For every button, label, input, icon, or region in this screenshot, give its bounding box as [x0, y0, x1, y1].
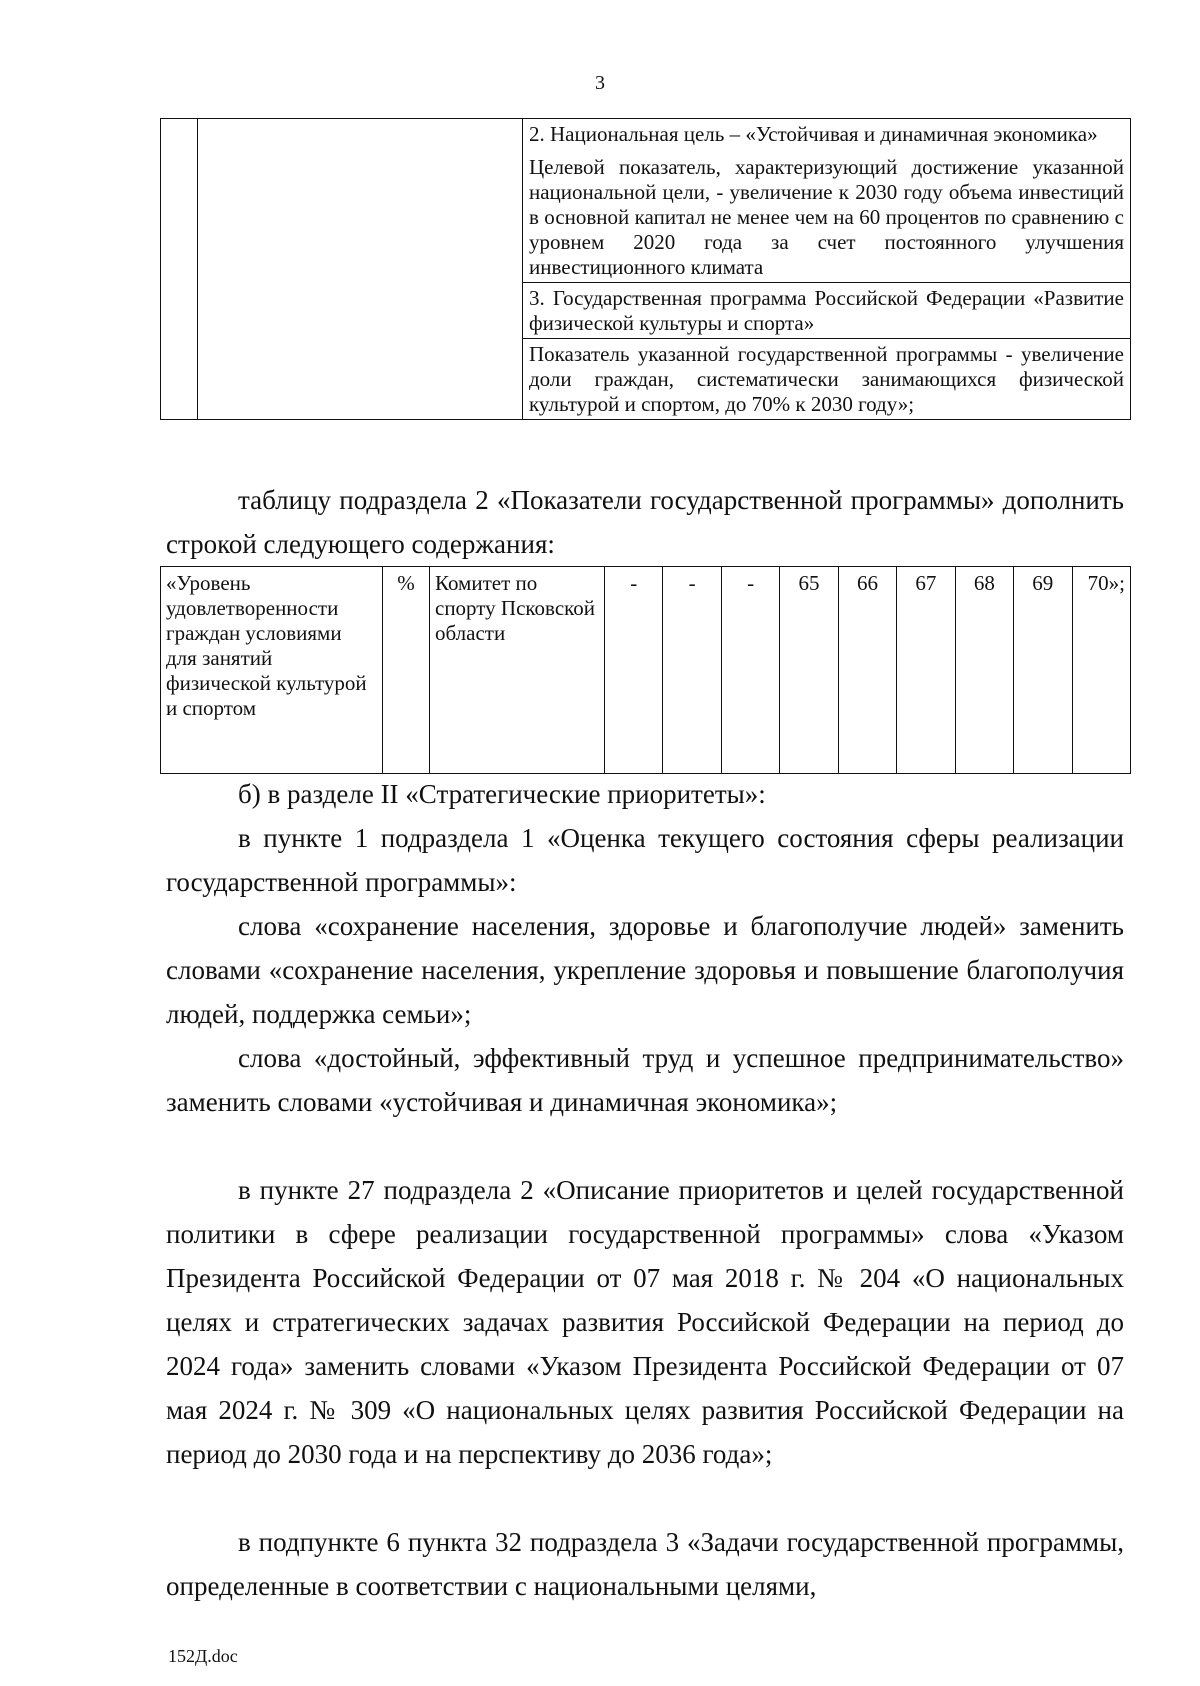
program-indicator-cell	[523, 339, 1131, 420]
value-cell: -	[605, 567, 663, 774]
value-cell: 65	[780, 567, 838, 774]
value-cell: 67	[897, 567, 955, 774]
body-paragraph: б) в разделе II «Стратегические приоритеты»:	[238, 779, 766, 809]
body-paragraph: в пункте 27 подраздела 2 «Описание приоритетов и целей государственной политики в сфере реализации государственной программы» слова «Указом Президента Российской Федерации от 07 мая 2018 г. № 204 «О национальных целях и стратегических задачах развития Российской Федерации на период до 2024 года» заменить словами «Указом Президента Российской Федерации от 07 мая 2024 г. № 309 «О национальных целях развития Российской Федерации на период до 2030 года и на перспективу до 2036 года»;	[166, 1175, 1124, 1469]
program-indicator: Показатель указанной государственной программы - увеличение доли граждан, систематически занимающихся физической культурой и спортом, до 70% к 2030 году»;	[529, 342, 1124, 416]
unit-cell: %	[383, 567, 430, 774]
value-cell: 69	[1014, 567, 1072, 774]
national-goal-cell	[523, 119, 1131, 283]
indicator-name-cell: «Уровень удовлетворенности граждан условиями для занятий физической культурой и спортом	[161, 567, 383, 774]
value-cell: 70»;	[1072, 567, 1131, 774]
intro-paragraph: таблицу подраздела 2 «Показатели государственной программы» дополнить строкой следующего содержания:	[166, 485, 1124, 559]
program-title-cell	[523, 283, 1131, 339]
goal-title: 2. Национальная цель – «Устойчивая и динамичная экономика»	[529, 122, 1098, 146]
indicators-table	[160, 566, 1131, 774]
body-paragraph: слова «достойный, эффективный труд и успешное предпринимательство» заменить словами «устойчивая и динамичная экономика»;	[166, 1043, 1124, 1117]
page-number: 3	[595, 72, 605, 94]
program-title: 3. Государственная программа Российской Федерации «Развитие физической культуры и спорта»	[529, 286, 1124, 335]
national-goals-table	[160, 118, 1131, 420]
footer-filename: 152Д.doc	[168, 1646, 238, 1666]
body-paragraph: в пункте 1 подраздела 1 «Оценка текущего состояния сферы реализации государственной программы»:	[166, 823, 1124, 897]
value-cell: -	[721, 567, 779, 774]
target-indicator: Целевой показатель, характеризующий достижение указанной национальной цели, - увеличение к 2030 году объема инвестиций в основной капитал не менее чем на 60 процентов по сравнению с уровнем 2020 года за счет постоянного улучшения инвестиционного климата	[529, 155, 1124, 279]
empty-number-cell	[161, 119, 198, 420]
empty-name-cell	[198, 119, 523, 420]
table-row	[161, 119, 1131, 283]
body-paragraph: в подпункте 6 пункта 32 подраздела 3 «Задачи государственной программы, определенные в соответствии с национальными целями,	[166, 1527, 1124, 1601]
value-cell: 68	[955, 567, 1013, 774]
value-cell: 66	[838, 567, 896, 774]
table-row	[161, 567, 1131, 774]
responsible-cell: Комитет по спорту Псковской области	[430, 567, 605, 774]
value-cell: -	[663, 567, 721, 774]
body-paragraph: слова «сохранение населения, здоровье и благополучие людей» заменить словами «сохранение населения, укрепление здоровья и повышение благополучия людей, поддержка семьи»;	[166, 911, 1124, 1029]
